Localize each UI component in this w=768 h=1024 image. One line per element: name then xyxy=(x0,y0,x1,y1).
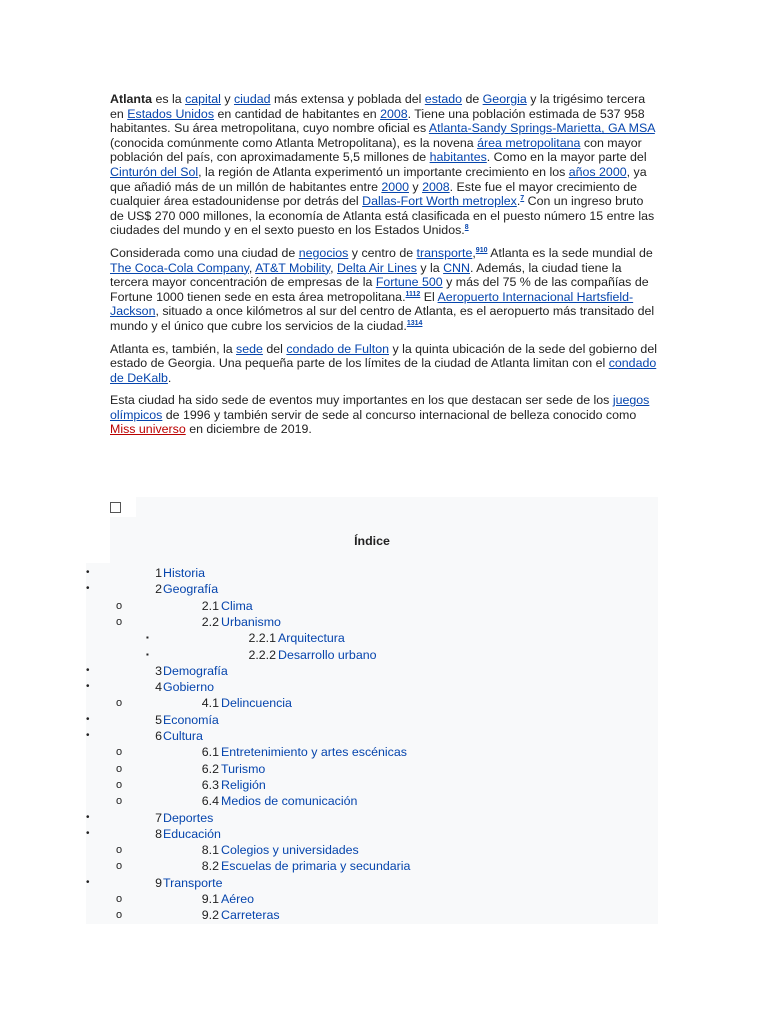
text: . xyxy=(516,194,521,209)
toc-item-link[interactable]: Clima xyxy=(221,599,253,613)
text: de xyxy=(462,92,483,106)
toc-bullet: o xyxy=(116,697,123,709)
toc-item[interactable] xyxy=(0,695,768,711)
text: y más del 75 % de las compañías de Fortune 1000 tienen sede en esta área metropolitana. xyxy=(110,275,649,304)
toc-item[interactable] xyxy=(0,761,768,777)
link-ciudad[interactable]: ciudad xyxy=(233,92,271,106)
toc-bullet: • xyxy=(86,828,90,839)
toc-bullet: • xyxy=(86,714,90,725)
text: Considerada como una ciudad de xyxy=(110,245,299,260)
toc-item-link[interactable]: Urbanismo xyxy=(221,615,281,629)
toc-item[interactable] xyxy=(0,630,768,646)
toc-bullet: o xyxy=(116,844,123,856)
text: , la región de Atlanta experimentó un importante crecimiento en los xyxy=(198,164,569,179)
toc-item-link[interactable]: Entretenimiento y artes escénicas xyxy=(221,745,407,759)
toc-item[interactable] xyxy=(0,679,768,695)
link-area-metropolitana[interactable]: área metropolitana xyxy=(477,135,581,150)
text: El xyxy=(420,289,438,304)
toc-item-link[interactable]: Religión xyxy=(221,778,266,792)
toc-item[interactable] xyxy=(0,598,768,614)
link-estados-unidos[interactable]: Estados Unidos xyxy=(127,106,215,121)
toc-item[interactable] xyxy=(0,777,768,793)
toc-bullet: o xyxy=(116,746,123,758)
toc-item-number: 6.1 xyxy=(201,745,219,759)
toc-item[interactable] xyxy=(0,858,768,874)
toc-item-link[interactable]: Historia xyxy=(163,566,205,580)
text: más extensa y poblada del xyxy=(270,92,425,106)
toc-bullet: • xyxy=(86,730,90,741)
toc-bullet: ▪ xyxy=(146,650,149,659)
article-subject: Atlanta xyxy=(110,92,152,106)
reference-link[interactable]: 1314 xyxy=(406,319,423,327)
toc-item[interactable] xyxy=(0,581,768,597)
toc-item[interactable] xyxy=(0,842,768,858)
toc-item-link[interactable]: Demografía xyxy=(163,664,228,678)
toc-item-number: 3 xyxy=(155,664,162,678)
link-2008-b[interactable]: 2008 xyxy=(422,179,450,194)
link-dallas-fort-worth[interactable]: Dallas-Fort Worth metroplex xyxy=(362,194,517,209)
toc-item[interactable] xyxy=(0,875,768,891)
link-negocios[interactable]: negocios xyxy=(298,245,349,260)
toc-bullet: • xyxy=(86,812,90,823)
toc-item-number: 4.1 xyxy=(201,696,219,710)
toc-title: Índice xyxy=(354,534,390,548)
text: . Tiene una población estimada de 537 958 habitantes. Su área metropolitana, cuyo nombre oficial es xyxy=(110,106,645,136)
text: Con un ingreso bruto de US$ 270 000 millones, la economía de Atlanta está clasificada en el puesto número 15 entre las ciudades del mundo y en el sexto puesto en los Estados Unidos. xyxy=(110,194,655,238)
link-transporte[interactable]: transporte xyxy=(416,245,473,260)
toc-item-link[interactable]: Desarrollo urbano xyxy=(278,648,377,662)
toc-item-number: 6 xyxy=(155,729,162,743)
toc-item-number: 6.3 xyxy=(201,778,219,792)
toc-item[interactable] xyxy=(0,614,768,630)
toc-item-link[interactable]: Cultura xyxy=(163,729,203,743)
text: en diciembre de 2019. xyxy=(185,422,312,437)
link-att-mobility[interactable]: AT&T Mobility xyxy=(255,260,331,275)
link-condado-dekalb[interactable]: condado de DeKalb xyxy=(110,356,657,385)
link-2000[interactable]: 2000 xyxy=(381,179,409,194)
toc-item-number: 8.1 xyxy=(201,843,219,857)
toc-bullet: o xyxy=(116,779,123,791)
toc-item-number: 9 xyxy=(155,876,162,890)
link-sede[interactable]: sede xyxy=(236,341,263,356)
text: y la quinta ubicación de la sede del gobierno del estado de Georgia. Una pequeña parte de los límites de la ciudad de Atlanta limitan con el xyxy=(110,341,657,371)
toc-item-number: 1 xyxy=(155,566,162,580)
toc-item-number: 8.2 xyxy=(201,859,219,873)
toc-item[interactable] xyxy=(0,565,768,581)
text: (conocida comúnmente como Atlanta Metropolitana), es la novena xyxy=(110,135,478,150)
toc-bullet: • xyxy=(86,681,90,692)
toc-item[interactable] xyxy=(0,793,768,809)
text: , xyxy=(472,245,476,260)
text: , xyxy=(248,260,256,275)
toc-item-number: 2 xyxy=(155,582,162,596)
link-georgia[interactable]: Georgia xyxy=(482,92,527,106)
toc-item-link[interactable]: Aéreo xyxy=(221,892,255,906)
toc-bullet: o xyxy=(116,860,123,872)
toc-bullet: o xyxy=(116,909,123,921)
text: y xyxy=(408,179,423,194)
toc-bullet: ▪ xyxy=(146,633,149,642)
link-atlanta-msa[interactable]: Atlanta-Sandy Springs-Marietta, GA MSA xyxy=(428,121,655,136)
article-body xyxy=(110,92,658,445)
reference-link[interactable]: 910 xyxy=(475,246,488,254)
toc-item-number: 5 xyxy=(155,713,162,727)
reference-link[interactable]: 7 xyxy=(520,195,525,203)
link-capital[interactable]: capital xyxy=(185,92,221,106)
paragraph-business xyxy=(110,246,658,334)
toc-item-link[interactable]: Economía xyxy=(163,713,219,727)
text: y la xyxy=(416,260,444,275)
link-2008[interactable]: 2008 xyxy=(380,106,408,121)
toc-item-link[interactable]: Educación xyxy=(163,827,221,841)
text: es la xyxy=(152,92,186,106)
toc-bullet: o xyxy=(116,795,123,807)
toc-item-number: 2.1 xyxy=(201,599,219,613)
toc-item-link[interactable]: Deportes xyxy=(163,811,214,825)
toc-item[interactable] xyxy=(0,907,768,923)
toc-item-link[interactable]: Transporte xyxy=(163,876,223,890)
link-delta-air-lines[interactable]: Delta Air Lines xyxy=(337,260,417,275)
toc-item-link[interactable]: Geografía xyxy=(163,582,219,596)
toc-item-number: 8 xyxy=(155,827,162,841)
toc-bullet: o xyxy=(116,893,123,905)
toc-item-number: 9.2 xyxy=(201,908,219,922)
toc-item[interactable] xyxy=(0,663,768,679)
link-fortune-500[interactable]: Fortune 500 xyxy=(375,275,443,290)
toc-item-link[interactable]: Turismo xyxy=(221,762,266,776)
toc-item[interactable] xyxy=(0,744,768,760)
text: en cantidad de habitantes en xyxy=(214,106,381,121)
text: y centro de xyxy=(348,245,417,260)
text: . Este fue el mayor crecimiento de cualquier área estadounidense por detrás del xyxy=(110,179,637,209)
text: de 1996 y también servir de sede al concurso internacional de belleza conocido como xyxy=(162,407,637,422)
text: . Como en la mayor parte del xyxy=(486,150,647,165)
paragraph-intro xyxy=(110,92,658,238)
toc-item[interactable] xyxy=(0,826,768,842)
text: del xyxy=(262,341,287,356)
link-estado[interactable]: estado xyxy=(424,92,462,106)
link-condado-fulton[interactable]: condado de Fulton xyxy=(286,341,389,356)
toc-item-number: 6.2 xyxy=(201,762,219,776)
link-anos-2000[interactable]: años 2000 xyxy=(568,164,627,179)
text: , xyxy=(330,260,338,275)
toc-item[interactable] xyxy=(0,810,768,826)
toc-item[interactable] xyxy=(0,712,768,728)
toc-bullet: o xyxy=(116,763,123,775)
link-miss-universo[interactable]: Miss universo xyxy=(110,422,186,437)
toc-bullet: • xyxy=(86,877,90,888)
text: y la trigésimo tercera en xyxy=(110,92,646,121)
text: . xyxy=(167,370,172,385)
link-cinturon-del-sol[interactable]: Cinturón del Sol xyxy=(110,164,199,179)
link-juegos-olimpicos[interactable]: juegos olímpicos xyxy=(110,393,650,422)
toc-item-number: 2.2.1 xyxy=(248,631,276,645)
toc-item[interactable] xyxy=(0,647,768,663)
toc-item-link[interactable]: Arquitectura xyxy=(278,631,345,645)
text: Atlanta es, también, la xyxy=(110,341,237,356)
toc-item-number: 2.2 xyxy=(201,615,219,629)
text: Atlanta es la sede mundial de xyxy=(487,245,653,260)
reference-link[interactable]: 8 xyxy=(464,224,469,232)
text: con mayor población del país, con aproximadamente 5,5 millones de xyxy=(110,135,642,165)
toc-bullet: • xyxy=(86,567,90,578)
toc-bullet: o xyxy=(116,616,123,628)
toc-item-link[interactable]: Delincuencia xyxy=(221,696,292,710)
text: y xyxy=(220,92,234,106)
toc-item-number: 4 xyxy=(155,680,162,694)
toc-toggle-checkbox[interactable] xyxy=(110,502,121,513)
toc-item-link[interactable]: Carreteras xyxy=(221,908,280,922)
link-aeropuerto[interactable]: Aeropuerto Internacional Hartsfield-Jackson xyxy=(110,289,634,319)
toc-item-number: 6.4 xyxy=(201,794,219,808)
toc-bullet: • xyxy=(86,665,90,676)
reference-link[interactable]: 1112 xyxy=(405,290,421,298)
paragraph-events xyxy=(110,393,658,437)
toc-item-link[interactable]: Medios de comunicación xyxy=(221,794,358,808)
toc-item-link[interactable]: Gobierno xyxy=(163,680,214,694)
toc-bullet: • xyxy=(86,583,90,594)
text: , situado a once kilómetros al sur del centro de Atlanta, es el aeropuerto más transitado del mundo y el único que cubre los servicios de la ciudad. xyxy=(110,304,655,333)
paragraph-fulton xyxy=(110,342,658,386)
toc-bullet: o xyxy=(116,600,123,612)
text: . Además, la ciudad tiene la tercera mayor concentración de empresas de la xyxy=(110,260,622,290)
link-cnn[interactable]: CNN xyxy=(443,260,470,275)
toc-item-number: 2.2.2 xyxy=(248,648,276,662)
text: Esta ciudad ha sido sede de eventos muy importantes en los que destacan ser sede de los xyxy=(110,393,613,408)
link-coca-cola[interactable]: The Coca-Cola Company xyxy=(110,260,249,275)
toc-item[interactable] xyxy=(0,891,768,907)
text: , ya que añadió más de un millón de habitantes entre xyxy=(110,164,647,194)
toc-item-number: 9.1 xyxy=(201,892,219,906)
toc-item-number: 7 xyxy=(155,811,162,825)
toc-item[interactable] xyxy=(0,728,768,744)
toc-item-link[interactable]: Colegios y universidades xyxy=(221,843,359,857)
toc-item-link[interactable]: Escuelas de primaria y secundaria xyxy=(221,859,411,873)
link-habitantes[interactable]: habitantes xyxy=(429,150,487,165)
